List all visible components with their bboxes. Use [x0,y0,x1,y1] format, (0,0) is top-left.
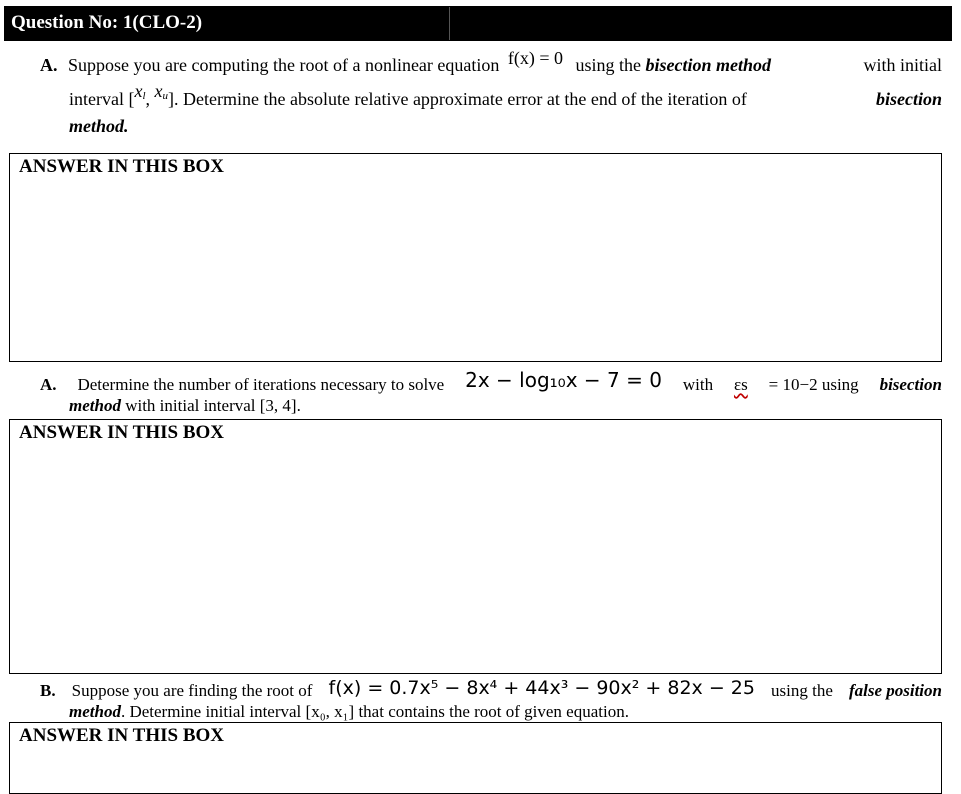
question-a2-bisection: bisection [879,375,942,394]
x-upper: xu [154,81,169,102]
question-a1-using: using the [575,55,642,75]
question-a2-line2-text: with initial interval [3, 4]. [125,396,301,415]
interval-open: interval [ [69,89,135,109]
question-a2-with: with [682,375,714,394]
question-a1-method: bisection method [645,55,772,75]
question-a2-line1 [40,366,942,396]
question-b [40,674,942,722]
answer-box-1[interactable] [9,153,942,362]
answer-box-2-label: ANSWER IN THIS BOX [19,422,225,443]
question-a1-line2-text: ]. Determine the absolute relative approximate error at the end of the iteration of [168,89,747,109]
question-b-equation: f(x) = 0.7x⁵ − 8x⁴ + 44x³ − 90x² + 82x − 25 [328,677,755,699]
question-a2-equation: 2x − log₁₀x − 7 = 0 [465,368,662,392]
question-b-using: using the [771,681,833,700]
question-title: Question No: 1(CLO-2) [11,12,203,33]
question-a2-text: Determine the number of iterations necessary to solve [77,375,445,394]
question-a1-label: A. [40,55,58,75]
interval-comma: , [145,89,151,109]
answer-box-1-label: ANSWER IN THIS BOX [19,156,225,177]
question-a1-equation: f(x) = 0 [507,48,564,68]
question-b-method: false position [848,681,942,700]
question-a2 [40,366,942,416]
question-b-line1 [40,674,942,702]
question-b-line2-text: . Determine initial interval [x₀, x₁] that contains the root of given equation. [120,702,629,721]
answer-box-3-label: ANSWER IN THIS BOX [19,725,225,746]
question-a2-method: method [69,396,121,415]
question-a1-line3: method. [69,116,129,136]
question-a2-tolerance: = 10−2 using [768,375,859,394]
question-a2-line2 [69,396,942,416]
question-b-text: Suppose you are finding the root of [71,681,313,700]
question-header [4,6,952,41]
answer-box-2[interactable] [9,419,942,674]
question-a2-label: A. [40,375,57,394]
x-lower: xl [134,81,146,102]
question-a1-bisection: bisection [876,89,942,109]
question-b-method-word: method [69,702,121,721]
question-b-line2 [69,702,942,722]
answer-box-3[interactable] [9,722,942,794]
question-a1-line2 [69,81,942,115]
question-a1 [40,48,942,137]
question-a1-text: Suppose you are computing the root of a nonlinear equation [68,55,500,75]
question-b-label: B. [40,681,56,700]
question-a1-line1 [40,48,942,76]
question-a1-with-initial: with initial [863,55,942,75]
header-divider [449,7,450,40]
epsilon-s-symbol: εs [733,375,748,394]
